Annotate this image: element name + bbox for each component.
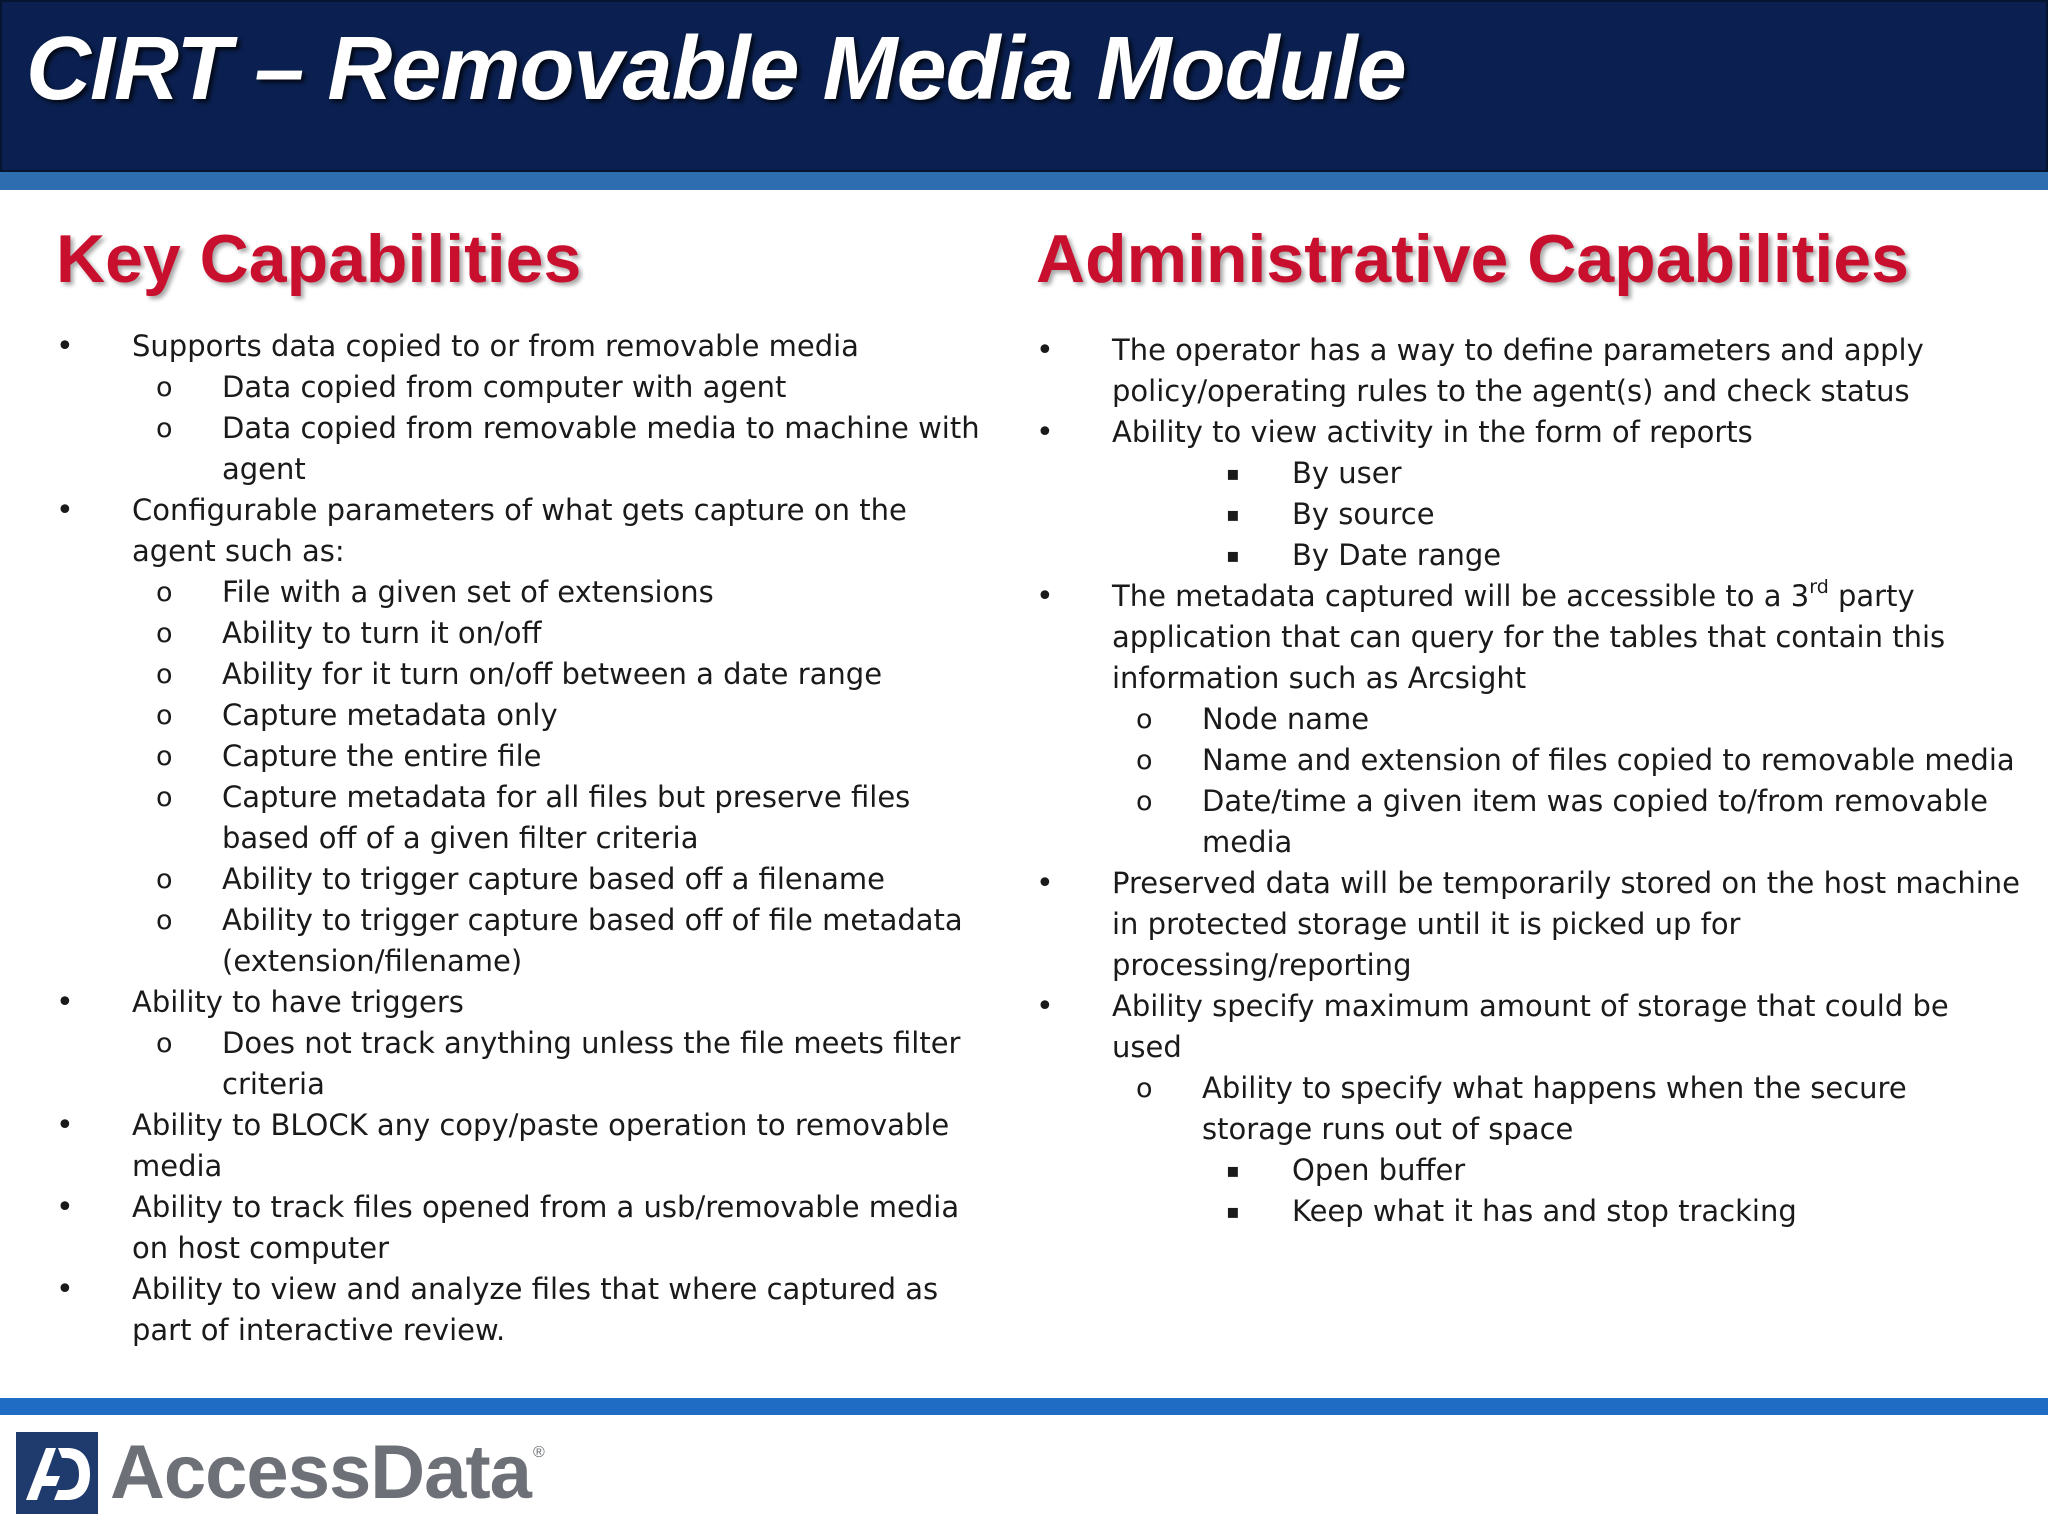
bullet-item-level-1	[56, 982, 956, 1023]
bullet-text: Data copied from computer with agent	[222, 370, 787, 404]
bullet-circle-icon: o	[1136, 704, 1153, 735]
bullet-circle-icon: o	[156, 659, 173, 690]
bullet-text: Does not track anything unless the file meets filter	[222, 1026, 961, 1060]
bullet-line-continuation-level-2	[56, 449, 956, 490]
bullet-dot-icon: •	[1036, 989, 1054, 1024]
bullet-text: Configurable parameters of what gets capture on the	[132, 493, 907, 527]
key-capabilities-list	[56, 326, 980, 1351]
bullet-item-level-1	[56, 326, 956, 367]
bullet-item-level-2	[56, 367, 956, 408]
bullet-text-after-superscript: party	[1828, 579, 1915, 613]
bullet-item-level-1	[56, 1105, 956, 1146]
bullet-dot-icon: •	[56, 1190, 74, 1225]
bullet-text: Preserved data will be temporarily stored on the host machine	[1112, 866, 2021, 900]
bullet-text: The metadata captured will be accessible to a 3	[1112, 579, 1810, 613]
bullet-text: Ability to BLOCK any copy/paste operation to removable	[132, 1108, 950, 1142]
bullet-circle-icon: o	[156, 372, 173, 403]
bullet-circle-icon: o	[1136, 1073, 1153, 1104]
bullet-text: in protected storage until it is picked up for	[1112, 907, 1741, 941]
bullet-text: Ability to view activity in the form of reports	[1112, 415, 1753, 449]
slide-title: CIRT – Removable Media Module	[26, 19, 1406, 119]
bullet-item-level-2	[56, 654, 956, 695]
registered-mark: ®	[532, 1444, 545, 1461]
bullet-text: Ability to trigger capture based off of file metadata	[222, 903, 963, 937]
footer-divider	[0, 1398, 2048, 1415]
bullet-text: Ability to specify what happens when the secure	[1202, 1071, 1907, 1105]
bullet-item-level-2	[56, 736, 956, 777]
bullet-item-level-2	[1036, 781, 1996, 822]
bullet-text: (extension/filename)	[222, 944, 523, 978]
bullet-circle-icon: o	[156, 700, 173, 731]
bullet-item-level-2	[56, 859, 956, 900]
bullet-text: media	[132, 1149, 223, 1183]
bullet-circle-icon: o	[1136, 745, 1153, 776]
bullet-dot-icon: •	[56, 1108, 74, 1143]
bullet-line-continuation-level-2	[56, 941, 956, 982]
bullet-text: By Date range	[1292, 538, 1502, 572]
key-capabilities-column	[56, 218, 980, 1351]
accessdata-ad-logo-icon	[16, 1432, 98, 1514]
bullet-line-continuation-level-1	[1036, 371, 1996, 412]
bullet-line-continuation-level-1	[1036, 945, 1996, 986]
bullet-text: used	[1112, 1030, 1182, 1064]
bullet-dot-icon: •	[1036, 415, 1054, 450]
bullet-circle-icon: o	[156, 905, 173, 936]
bullet-line-continuation-level-2	[56, 1064, 956, 1105]
bullet-text: Ability to turn it on/off	[222, 616, 542, 650]
bullet-text: Capture the entire file	[222, 739, 542, 773]
administrative-capabilities-list	[1036, 330, 2021, 1232]
bullet-text: Ability for it turn on/off between a date range	[222, 657, 883, 691]
bullet-item-level-1	[1036, 986, 1996, 1027]
bullet-item-level-3	[1036, 1191, 1996, 1232]
bullet-item-level-3	[1036, 535, 1996, 576]
bullet-item-level-3	[1036, 1150, 1996, 1191]
bullet-text: media	[1202, 825, 1293, 859]
bullet-text: Capture metadata for all files but preserve files	[222, 780, 911, 814]
bullet-dot-icon: •	[1036, 579, 1054, 614]
bullet-text: By user	[1292, 456, 1402, 490]
bullet-item-level-1	[1036, 412, 1996, 453]
bullet-item-level-1	[56, 490, 956, 531]
bullet-text: Node name	[1202, 702, 1370, 736]
bullet-text: processing/reporting	[1112, 948, 1412, 982]
key-capabilities-heading: Key Capabilities	[56, 221, 582, 297]
bullet-text: Ability to trigger capture based off a filename	[222, 862, 885, 896]
administrative-capabilities-column	[1036, 218, 2021, 1232]
bullet-text: Ability to view and analyze files that where captured as	[132, 1272, 939, 1306]
bullet-item-level-2	[1036, 740, 2015, 781]
bullet-line-continuation-level-1	[1036, 904, 1996, 945]
bullet-dot-icon: •	[56, 493, 74, 528]
bullet-item-level-2	[1036, 699, 1996, 740]
bullet-dot-icon: •	[56, 329, 74, 364]
bullet-circle-icon: o	[156, 782, 173, 813]
bullet-item-level-2	[56, 572, 956, 613]
bullet-circle-icon: o	[156, 864, 173, 895]
bullet-square-icon: ▪	[1226, 543, 1240, 567]
bullet-text: on host computer	[132, 1231, 390, 1265]
bullet-line-continuation-level-1	[56, 531, 956, 572]
bullet-text: By source	[1292, 497, 1435, 531]
bullet-text: agent	[222, 452, 306, 486]
bullet-item-level-1	[1036, 330, 1996, 371]
bullet-circle-icon: o	[156, 413, 173, 444]
bullet-text: File with a given set of extensions	[222, 575, 714, 609]
bullet-line-continuation-level-1	[1036, 617, 1996, 658]
bullet-item-level-2	[56, 408, 980, 449]
bullet-dot-icon: •	[1036, 866, 1054, 901]
bullet-text: storage runs out of space	[1202, 1112, 1574, 1146]
bullet-text: information such as Arcsight	[1112, 661, 1527, 695]
bullet-item-level-3	[1036, 494, 1996, 535]
administrative-capabilities-heading: Administrative Capabilities	[1036, 221, 1909, 297]
bullet-item-level-2	[56, 1023, 961, 1064]
bullet-line-continuation-level-2	[1036, 822, 1996, 863]
bullet-text: Name and extension of files copied to removable media	[1202, 743, 2015, 777]
bullet-text: application that can query for the tables that contain this	[1112, 620, 1946, 654]
bullet-item-level-2	[56, 900, 963, 941]
bullet-line-continuation-level-1	[56, 1146, 956, 1187]
bullet-item-level-2	[1036, 1068, 1996, 1109]
bullet-circle-icon: o	[156, 1028, 173, 1059]
bullet-text: criteria	[222, 1067, 325, 1101]
superscript-text: rd	[1809, 576, 1829, 599]
bullet-item-level-2	[56, 613, 956, 654]
bullet-text: The operator has a way to define parameters and apply	[1112, 333, 1924, 367]
bullet-line-continuation-level-2	[56, 818, 956, 859]
bullet-line-continuation-level-1	[56, 1310, 956, 1351]
bullet-text: Keep what it has and stop tracking	[1292, 1194, 1797, 1228]
bullet-square-icon: ▪	[1226, 1158, 1240, 1182]
bullet-text: Supports data copied to or from removable media	[132, 329, 859, 363]
bullet-item-level-3	[1036, 453, 1996, 494]
bullet-line-continuation-level-1	[56, 1228, 956, 1269]
bullet-item-level-2	[56, 695, 956, 736]
bullet-item-level-1	[1036, 863, 2021, 904]
bullet-text: Open buffer	[1292, 1153, 1466, 1187]
title-bar	[0, 0, 2048, 190]
bullet-dot-icon: •	[56, 985, 74, 1020]
bullet-item-level-1	[56, 1269, 956, 1310]
bullet-text: policy/operating rules to the agent(s) and check status	[1112, 374, 1910, 408]
bullet-square-icon: ▪	[1226, 502, 1240, 526]
bullet-text: Capture metadata only	[222, 698, 558, 732]
bullet-text: Date/time a given item was copied to/from removable	[1202, 784, 1989, 818]
bullet-line-continuation-level-1	[1036, 1027, 1996, 1068]
bullet-dot-icon: •	[56, 1272, 74, 1307]
bullet-text: Data copied from removable media to machine with	[222, 411, 980, 445]
bullet-square-icon: ▪	[1226, 1199, 1240, 1223]
accessdata-wordmark: AccessData	[110, 1430, 531, 1515]
bullet-line-continuation-level-2	[1036, 1109, 1996, 1150]
bullet-text: part of interactive review.	[132, 1313, 506, 1347]
bullet-item-level-1	[1036, 576, 1996, 617]
bullet-square-icon: ▪	[1226, 461, 1240, 485]
bullet-circle-icon: o	[156, 577, 173, 608]
bullet-circle-icon: o	[156, 741, 173, 772]
accessdata-logo	[16, 1430, 545, 1516]
bullet-circle-icon: o	[156, 618, 173, 649]
bullet-dot-icon: •	[1036, 333, 1054, 368]
bullet-text: Ability specify maximum amount of storage that could be	[1112, 989, 1949, 1023]
bullet-text: agent such as:	[132, 534, 345, 568]
bullet-item-level-2	[56, 777, 956, 818]
bullet-line-continuation-level-1	[1036, 658, 1996, 699]
bullet-text: Ability to have triggers	[132, 985, 464, 1019]
bullet-circle-icon: o	[1136, 786, 1153, 817]
bullet-item-level-1	[56, 1187, 960, 1228]
bullet-text: Ability to track files opened from a usb/removable media	[132, 1190, 960, 1224]
bullet-text: based off of a given filter criteria	[222, 821, 699, 855]
